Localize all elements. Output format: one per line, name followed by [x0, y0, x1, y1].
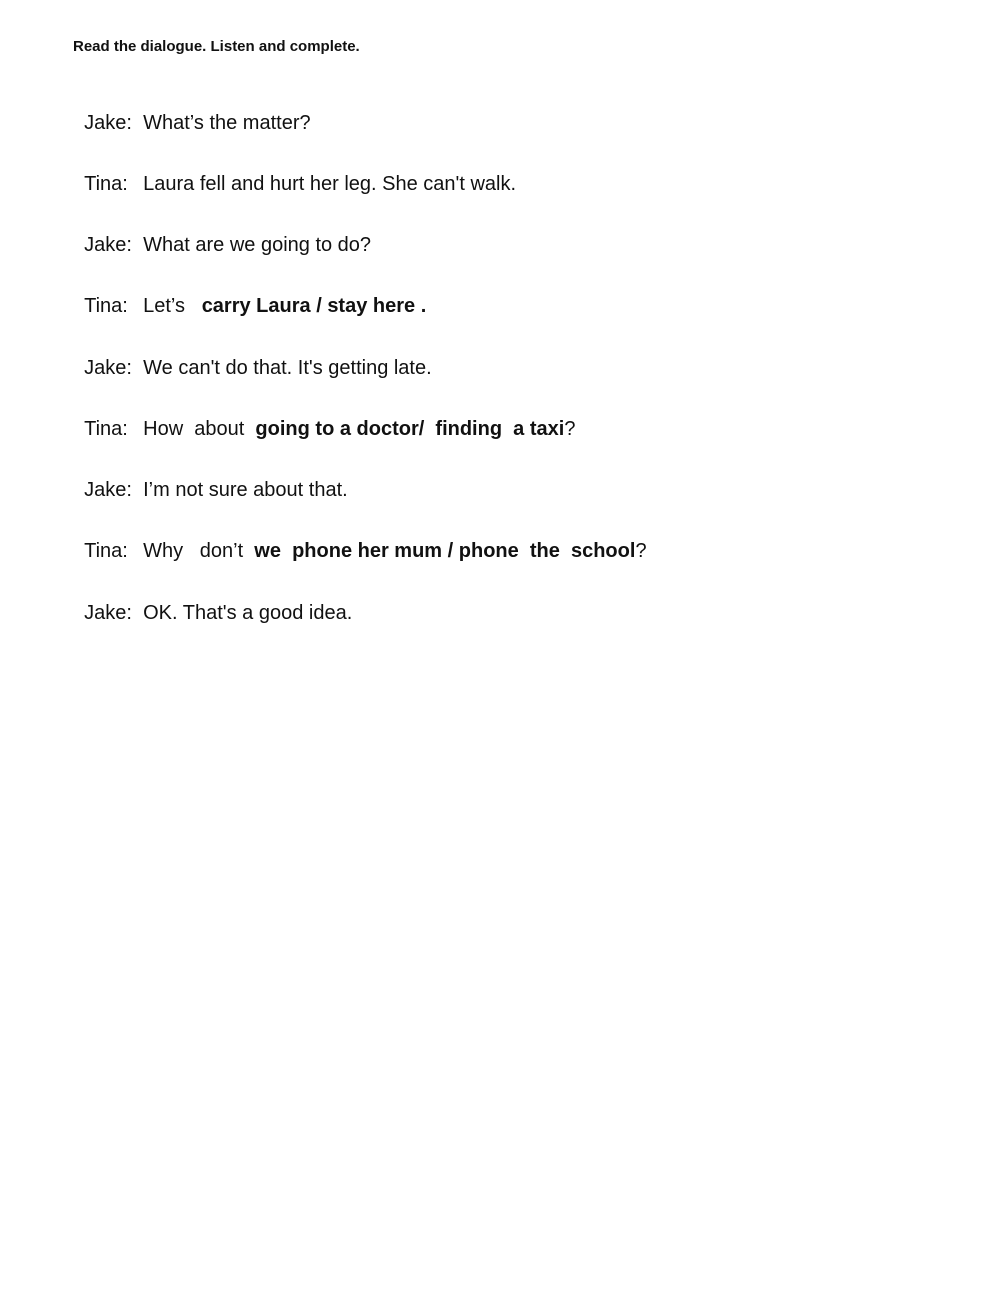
line-text-end: ?: [564, 418, 576, 440]
speaker-label: Tina:: [84, 173, 128, 195]
dialogue-line: [73, 451, 348, 503]
speaker-label: Tina:: [84, 295, 128, 317]
line-text: OK. That's a good idea.: [143, 602, 353, 624]
dialogue-line: [73, 206, 371, 258]
dialogue-line: [73, 390, 575, 442]
speaker-label: Tina:: [84, 540, 128, 562]
speaker-label: Tina:: [84, 418, 128, 440]
dialogue-line: [73, 329, 432, 381]
dialogue-line: [73, 84, 311, 136]
answer-options: going to a doctor/ finding a taxi: [255, 418, 565, 440]
line-text: What are we going to do?: [143, 234, 372, 256]
answer-options: we phone her mum / phone the school: [254, 540, 636, 562]
dialogue-line: [73, 267, 426, 319]
speaker-label: Jake:: [84, 479, 132, 501]
line-text-end: ?: [635, 540, 647, 562]
speaker-label: Jake:: [84, 112, 132, 134]
line-text: Why don’t: [143, 540, 255, 562]
speaker-label: Jake:: [84, 602, 132, 624]
line-text: I’m not sure about that.: [143, 479, 348, 501]
dialogue-line: [73, 145, 516, 197]
instruction-heading: Read the dialogue. Listen and complete.: [73, 38, 360, 55]
dialogue-line: [73, 574, 352, 626]
line-text: We can't do that. It's getting late.: [143, 357, 432, 379]
line-text: What’s the matter?: [143, 112, 311, 134]
line-text: Laura fell and hurt her leg. She can't walk.: [143, 173, 517, 195]
speaker-label: Jake:: [84, 357, 132, 379]
line-text: How about: [143, 418, 256, 440]
dialogue-line: [73, 512, 647, 564]
speaker-label: Jake:: [84, 234, 132, 256]
answer-options: carry Laura / stay here .: [201, 295, 427, 317]
line-text: Let’s: [143, 295, 202, 317]
